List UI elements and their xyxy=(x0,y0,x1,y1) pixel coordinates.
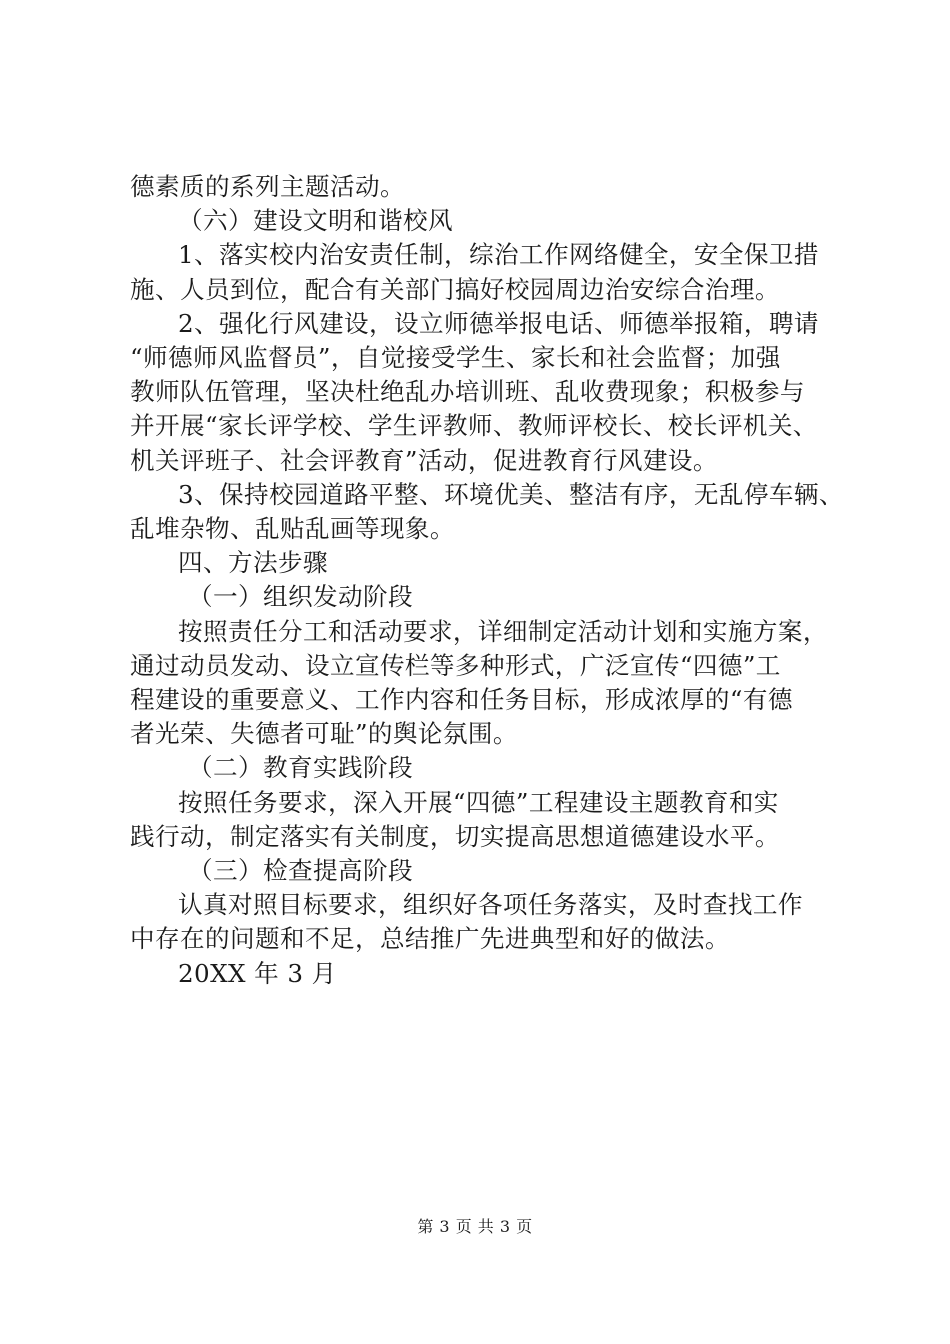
document-body xyxy=(130,170,844,991)
subsection-heading-two: （二）教育实践阶段 xyxy=(188,753,413,783)
subsection-heading-three: （三）检查提高阶段 xyxy=(188,856,413,886)
page-number-footer: 第 3 页 共 3 页 xyxy=(417,1217,533,1236)
paragraph-line: 施、人员到位，配合有关部门搞好校园周边治安综合治理。 xyxy=(130,274,780,304)
paragraph-line: 德素质的系列主题活动。 xyxy=(130,172,405,201)
paragraph-line: 1、落实校内治安责任制，综治工作网络健全，安全保卫措 xyxy=(178,240,819,270)
paragraph-line: 认真对照目标要求，组织好各项任务落实，及时查找工作 xyxy=(178,890,803,920)
paragraph-line: 者光荣、失德者可耻”的舆论氛围。 xyxy=(130,719,518,749)
paragraph-line: 教师队伍管理，坚决杜绝乱办培训班、乱收费现象；积极参与 xyxy=(130,377,805,407)
subsection-heading-one: （一）组织发动阶段 xyxy=(188,582,413,612)
paragraph-line: 乱堆杂物、乱贴乱画等现象。 xyxy=(130,514,455,544)
paragraph-line: 2、强化行风建设，设立师德举报电话、师德举报箱，聘请 xyxy=(178,308,819,338)
paragraph-line: 机关评班子、社会评教育”活动，促进教育行风建设。 xyxy=(130,445,718,475)
paragraph-line: 按照责任分工和活动要求，详细制定活动计划和实施方案， xyxy=(178,616,828,646)
paragraph-line: 3、保持校园道路平整、环境优美、整洁有序，无乱停车辆、 xyxy=(178,479,844,509)
paragraph-line: 并开展“家长评学校、学生评教师、教师评校长、校长评机关、 xyxy=(130,411,818,441)
paragraph-line: 按照任务要求，深入开展“四德”工程建设主题教育和实 xyxy=(178,787,779,817)
section-heading-six: （六）建设文明和谐校风 xyxy=(178,206,453,236)
document-date: 20XX 年 3 月 xyxy=(178,958,337,988)
paragraph-line: 中存在的问题和不足，总结推广先进典型和好的做法。 xyxy=(130,924,730,954)
paragraph-line: 践行动，制定落实有关制度，切实提高思想道德建设水平。 xyxy=(130,821,780,851)
paragraph-line: 程建设的重要意义、工作内容和任务目标，形成浓厚的“有德 xyxy=(130,685,793,715)
paragraph-line: 通过动员发动、设立宣传栏等多种形式，广泛宣传“四德”工 xyxy=(130,650,781,680)
paragraph-line: “师德师风监督员”，自觉接受学生、家长和社会监督；加强 xyxy=(130,343,781,373)
section-heading-methods: 四、方法步骤 xyxy=(178,548,328,578)
